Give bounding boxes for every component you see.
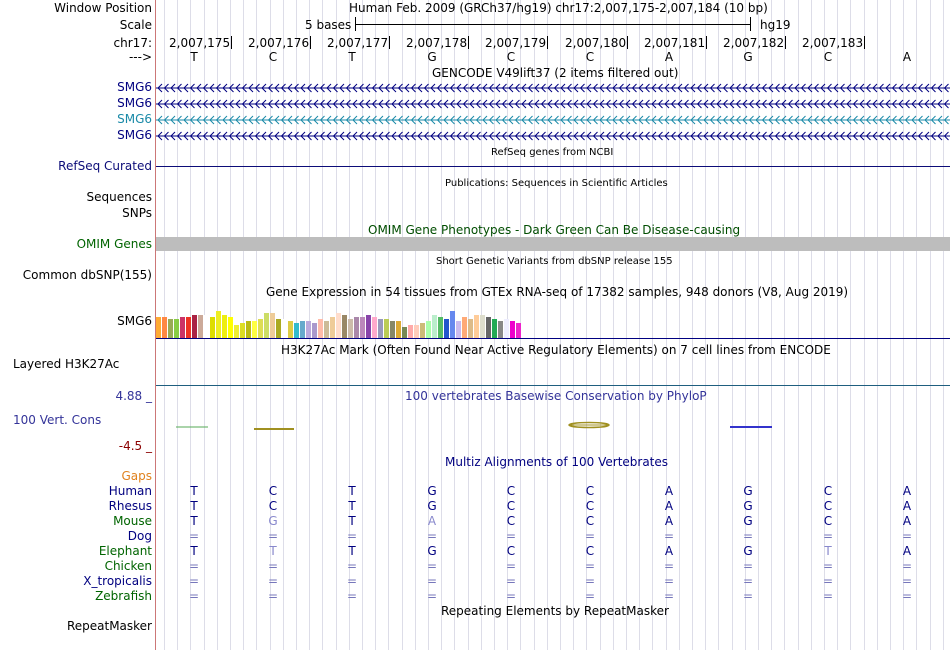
gtex-tissue-bar[interactable]: [330, 317, 335, 338]
gtex-tissue-bar[interactable]: [450, 311, 455, 338]
ruler-tick: [389, 36, 390, 49]
base-letter: T: [190, 50, 198, 64]
gtex-tissue-bar[interactable]: [342, 315, 347, 338]
gtex-tissue-bar[interactable]: [240, 323, 245, 338]
alignment-base: T: [190, 514, 198, 528]
ruler-tick: [547, 36, 548, 49]
species-zebrafish[interactable]: Zebrafish: [95, 589, 152, 603]
gtex-tissue-bar[interactable]: [414, 325, 419, 338]
ruler-position: 2,007,183: [802, 36, 864, 50]
alignment-base: =: [742, 529, 754, 543]
alignment-base: =: [901, 589, 913, 603]
gtex-tissue-bar[interactable]: [396, 321, 401, 338]
alignment-base: G: [743, 499, 753, 513]
gtex-smg6-label[interactable]: SMG6: [117, 314, 152, 328]
scale-bases-text: 5 bases: [305, 18, 352, 32]
base-letter: A: [664, 50, 674, 64]
alignment-base: G: [427, 499, 437, 513]
gtex-tissue-bar[interactable]: [426, 321, 431, 338]
alignment-base: C: [268, 484, 278, 498]
base-letter: C: [506, 50, 516, 64]
ruler-position: 2,007,182: [723, 36, 785, 50]
gtex-tissue-bar[interactable]: [210, 317, 215, 338]
gencode-transcript-2[interactable]: [156, 98, 950, 110]
alignment-base: =: [663, 589, 675, 603]
gtex-tissue-bar[interactable]: [516, 323, 521, 338]
gtex-tissue-bar[interactable]: [282, 319, 287, 338]
gtex-tissue-bar[interactable]: [228, 317, 233, 338]
alignment-base: C: [585, 514, 595, 528]
alignment-base: G: [268, 514, 278, 528]
gtex-tissue-bar[interactable]: [300, 321, 305, 338]
alignment-base: =: [426, 574, 438, 588]
alignment-base: =: [188, 559, 200, 573]
ruler-position: 2,007,180: [565, 36, 627, 50]
h3k27ac-track-title: H3K27Ac Mark (Often Found Near Active Regulatory Elements) on 7 cell lines from ENCODE: [281, 343, 831, 357]
alignment-base: =: [188, 574, 200, 588]
gencode-item-smg6-2[interactable]: SMG6: [117, 96, 152, 110]
gtex-tissue-bar[interactable]: [420, 323, 425, 338]
alignment-base: =: [267, 529, 279, 543]
alignment-base: =: [901, 574, 913, 588]
gencode-transcript-4[interactable]: [156, 130, 950, 142]
gencode-track-title: GENCODE V49lift37 (2 items filtered out): [432, 66, 679, 80]
alignment-base: G: [743, 514, 753, 528]
gtex-tissue-bar[interactable]: [444, 319, 449, 338]
base-letter: G: [427, 50, 437, 64]
ruler-position: 2,007,176: [248, 36, 310, 50]
species-mouse[interactable]: Mouse: [113, 514, 152, 528]
alignment-base: =: [505, 574, 517, 588]
position-title: Human Feb. 2009 (GRCh37/hg19) chr17:2,007,175-2,007,184 (10 bp): [349, 1, 768, 15]
gtex-tissue-bar[interactable]: [204, 315, 209, 338]
gtex-tissue-bar[interactable]: [462, 317, 467, 338]
gtex-tissue-bar[interactable]: [306, 321, 311, 338]
alignment-base: C: [506, 514, 516, 528]
gtex-tissue-bar[interactable]: [360, 317, 365, 338]
alignment-base: =: [267, 574, 279, 588]
gtex-tissue-bar[interactable]: [468, 319, 473, 338]
gencode-transcript-3[interactable]: [156, 114, 950, 126]
scale-bar: [355, 24, 751, 25]
alignment-base: =: [663, 559, 675, 573]
base-letter: C: [268, 50, 278, 64]
gtex-tissue-bar[interactable]: [186, 317, 191, 338]
alignment-base: T: [190, 499, 198, 513]
gtex-tissue-bar[interactable]: [324, 321, 329, 338]
gtex-tissue-bar[interactable]: [336, 313, 341, 338]
alignment-base: A: [664, 544, 674, 558]
gtex-tissue-bar[interactable]: [474, 315, 479, 338]
gtex-tissue-bar[interactable]: [378, 319, 383, 338]
alignment-base: =: [742, 559, 754, 573]
publications-track-title: Publications: Sequences in Scientific Articles: [445, 178, 668, 189]
alignment-base: =: [346, 589, 358, 603]
alignment-base: =: [346, 529, 358, 543]
ruler-position: 2,007,178: [406, 36, 468, 50]
alignment-base: T: [190, 484, 198, 498]
alignment-base: =: [822, 589, 834, 603]
alignment-base: =: [505, 559, 517, 573]
gtex-tissue-bar[interactable]: [456, 321, 461, 338]
gtex-tissue-bar[interactable]: [390, 321, 395, 338]
gtex-tissue-bar[interactable]: [180, 317, 185, 338]
phylop-signal[interactable]: [156, 415, 950, 435]
alignment-base: T: [348, 484, 356, 498]
alignment-base: G: [743, 544, 753, 558]
repeatmasker-track-title: Repeating Elements by RepeatMasker: [441, 604, 669, 618]
gtex-tissue-bar[interactable]: [294, 323, 299, 338]
alignment-base: =: [505, 529, 517, 543]
alignment-base: =: [188, 529, 200, 543]
alignment-base: C: [506, 544, 516, 558]
species-human[interactable]: Human: [108, 484, 152, 498]
alignment-base: =: [584, 559, 596, 573]
alignment-base: =: [426, 589, 438, 603]
gtex-tissue-bar[interactable]: [498, 321, 503, 338]
gtex-tissue-bar[interactable]: [234, 325, 239, 338]
refseq-track-title: RefSeq genes from NCBI: [491, 147, 614, 158]
alignment-base: =: [346, 559, 358, 573]
gtex-tissue-bar[interactable]: [486, 317, 491, 338]
refseq-gene-line[interactable]: [156, 166, 950, 167]
scale-bar-right-tick: [750, 17, 751, 31]
gtex-tissue-bar[interactable]: [222, 315, 227, 338]
scale-label: Scale: [119, 18, 152, 32]
gtex-tissue-bar[interactable]: [312, 323, 317, 338]
alignment-base: =: [188, 589, 200, 603]
alignment-base: =: [505, 589, 517, 603]
alignment-base: =: [822, 559, 834, 573]
alignment-base: C: [823, 514, 833, 528]
track-labels: [0, 0, 155, 650]
gtex-tissue-bar[interactable]: [408, 325, 413, 338]
alignment-base: A: [902, 544, 912, 558]
gtex-tissue-bar[interactable]: [372, 317, 377, 338]
ruler-tick: [310, 36, 311, 49]
gaps-label[interactable]: Gaps: [121, 469, 152, 483]
track-image[interactable]: [156, 0, 950, 650]
ruler-tick: [864, 36, 865, 49]
alignment-base: A: [902, 499, 912, 513]
alignment-base: A: [902, 484, 912, 498]
snps-label[interactable]: SNPs: [122, 206, 152, 220]
alignment-base: =: [901, 559, 913, 573]
alignment-base: G: [427, 544, 437, 558]
species-rhesus[interactable]: Rhesus: [108, 499, 152, 513]
gencode-item-smg6-4[interactable]: SMG6: [117, 128, 152, 142]
gtex-tissue-bar[interactable]: [174, 319, 179, 338]
alignment-base: G: [743, 484, 753, 498]
assembly-label: hg19: [760, 18, 791, 32]
gtex-tissue-bar[interactable]: [264, 313, 269, 338]
alignment-base: =: [663, 529, 675, 543]
ruler-tick: [231, 36, 232, 49]
ruler-tick: [706, 36, 707, 49]
alignment-base: C: [268, 499, 278, 513]
vert-cons-label[interactable]: 100 Vert. Cons: [13, 413, 102, 427]
base-letter: C: [823, 50, 833, 64]
alignment-base: =: [584, 529, 596, 543]
gencode-item-smg6-1[interactable]: SMG6: [117, 80, 152, 94]
gtex-tissue-bar[interactable]: [252, 321, 257, 338]
gtex-tissue-bar[interactable]: [504, 319, 509, 338]
gtex-tissue-bar[interactable]: [492, 319, 497, 338]
species-x-tropicalis[interactable]: X_tropicalis: [83, 574, 152, 588]
phylop-track-title: 100 vertebrates Basewise Conservation by PhyloP: [405, 389, 707, 403]
alignment-base: T: [269, 544, 277, 558]
alignment-base: T: [348, 514, 356, 528]
ruler-tick: [468, 36, 469, 49]
gtex-tissue-bar[interactable]: [366, 315, 371, 338]
base-letter: T: [348, 50, 356, 64]
alignment-base: =: [426, 529, 438, 543]
alignment-base: C: [823, 499, 833, 513]
alignment-base: C: [585, 544, 595, 558]
gencode-item-smg6-3[interactable]: SMG6: [117, 112, 152, 126]
alignment-base: C: [506, 499, 516, 513]
base-letter: G: [743, 50, 753, 64]
alignment-base: =: [901, 529, 913, 543]
ruler-position: 2,007,177: [327, 36, 389, 50]
ruler-position: 2,007,175: [169, 36, 231, 50]
gtex-tissue-bar[interactable]: [354, 317, 359, 338]
alignment-base: C: [585, 484, 595, 498]
gencode-transcript-1[interactable]: [156, 82, 950, 94]
dbsnp-track-title: Short Genetic Variants from dbSNP release 155: [436, 256, 673, 267]
layered-h3k27ac-label[interactable]: Layered H3K27Ac: [13, 357, 120, 371]
gtex-tissue-bar[interactable]: [258, 319, 263, 338]
gtex-tissue-bar[interactable]: [162, 317, 167, 338]
gtex-bar-chart[interactable]: [156, 300, 950, 338]
phylop-max-label: 4.88 _: [115, 389, 152, 403]
alignment-base: A: [664, 499, 674, 513]
gtex-track-title: Gene Expression in 54 tissues from GTEx RNA-seq of 17382 samples, 948 donors (V8, Aug 2019): [266, 285, 849, 299]
alignment-base: =: [426, 559, 438, 573]
refseq-label[interactable]: RefSeq Curated: [58, 159, 152, 173]
base-letter: C: [585, 50, 595, 64]
alignment-base: T: [348, 499, 356, 513]
common-dbsnp-label[interactable]: Common dbSNP(155): [22, 268, 152, 282]
gtex-tissue-bar[interactable]: [198, 315, 203, 338]
phylop-min-label: -4.5 _: [118, 439, 152, 453]
gtex-tissue-bar[interactable]: [192, 315, 197, 338]
multiz-track-title: Multiz Alignments of 100 Vertebrates: [445, 455, 669, 469]
alignment-base: A: [664, 514, 674, 528]
gtex-tissue-bar[interactable]: [510, 321, 515, 338]
gtex-tissue-bar[interactable]: [270, 313, 275, 338]
alignment-base: =: [346, 574, 358, 588]
ruler-position: 2,007,181: [644, 36, 706, 50]
alignment-base: C: [585, 499, 595, 513]
species-elephant[interactable]: Elephant: [98, 544, 152, 558]
alignment-base: =: [267, 589, 279, 603]
gtex-tissue-bar[interactable]: [402, 327, 407, 338]
alignment-base: A: [902, 514, 912, 528]
species-dog[interactable]: Dog: [127, 529, 152, 543]
gtex-tissue-bar[interactable]: [318, 319, 323, 338]
alignment-base: G: [427, 484, 437, 498]
chrom-label: chr17:: [113, 36, 152, 50]
species-chicken[interactable]: Chicken: [104, 559, 152, 573]
alignment-base: =: [584, 589, 596, 603]
omim-track-title: OMIM Gene Phenotypes - Dark Green Can Be Disease-causing: [368, 223, 741, 237]
ruler-tick: [785, 36, 786, 49]
alignment-base: T: [824, 544, 832, 558]
gtex-tissue-bar[interactable]: [216, 311, 221, 338]
omim-label[interactable]: OMIM Genes: [76, 237, 152, 251]
omim-gene-bar[interactable]: [156, 237, 950, 251]
alignment-base: =: [584, 574, 596, 588]
gtex-tissue-bar[interactable]: [168, 319, 173, 338]
gtex-tissue-bar[interactable]: [438, 317, 443, 338]
gtex-tissue-bar[interactable]: [156, 317, 161, 338]
alignment-base: =: [267, 559, 279, 573]
strand-label: --->: [128, 50, 152, 64]
alignment-base: C: [823, 484, 833, 498]
gtex-tissue-bar[interactable]: [246, 321, 251, 338]
base-letter: A: [902, 50, 912, 64]
gtex-tissue-bar[interactable]: [348, 319, 353, 338]
scale-bar-left-tick: [355, 17, 356, 31]
gtex-tissue-bar[interactable]: [384, 319, 389, 338]
gtex-baseline: [156, 338, 950, 339]
ruler-tick: [627, 36, 628, 49]
gtex-tissue-bar[interactable]: [276, 319, 281, 338]
alignment-base: =: [663, 574, 675, 588]
gtex-tissue-bar[interactable]: [480, 315, 485, 338]
alignment-base: C: [506, 484, 516, 498]
alignment-base: =: [742, 574, 754, 588]
alignment-base: A: [664, 484, 674, 498]
alignment-base: =: [822, 529, 834, 543]
alignment-base: A: [427, 514, 437, 528]
repeatmasker-label[interactable]: RepeatMasker: [66, 619, 152, 633]
alignment-base: T: [190, 544, 198, 558]
ruler-position: 2,007,179: [485, 36, 547, 50]
gtex-tissue-bar[interactable]: [288, 321, 293, 338]
sequences-label[interactable]: Sequences: [86, 190, 152, 204]
h3k27ac-signal-line: [156, 385, 950, 386]
alignment-base: =: [822, 574, 834, 588]
gtex-tissue-bar[interactable]: [432, 315, 437, 338]
window-position-label: Window Position: [54, 1, 152, 15]
alignment-base: T: [348, 544, 356, 558]
alignment-base: =: [742, 589, 754, 603]
